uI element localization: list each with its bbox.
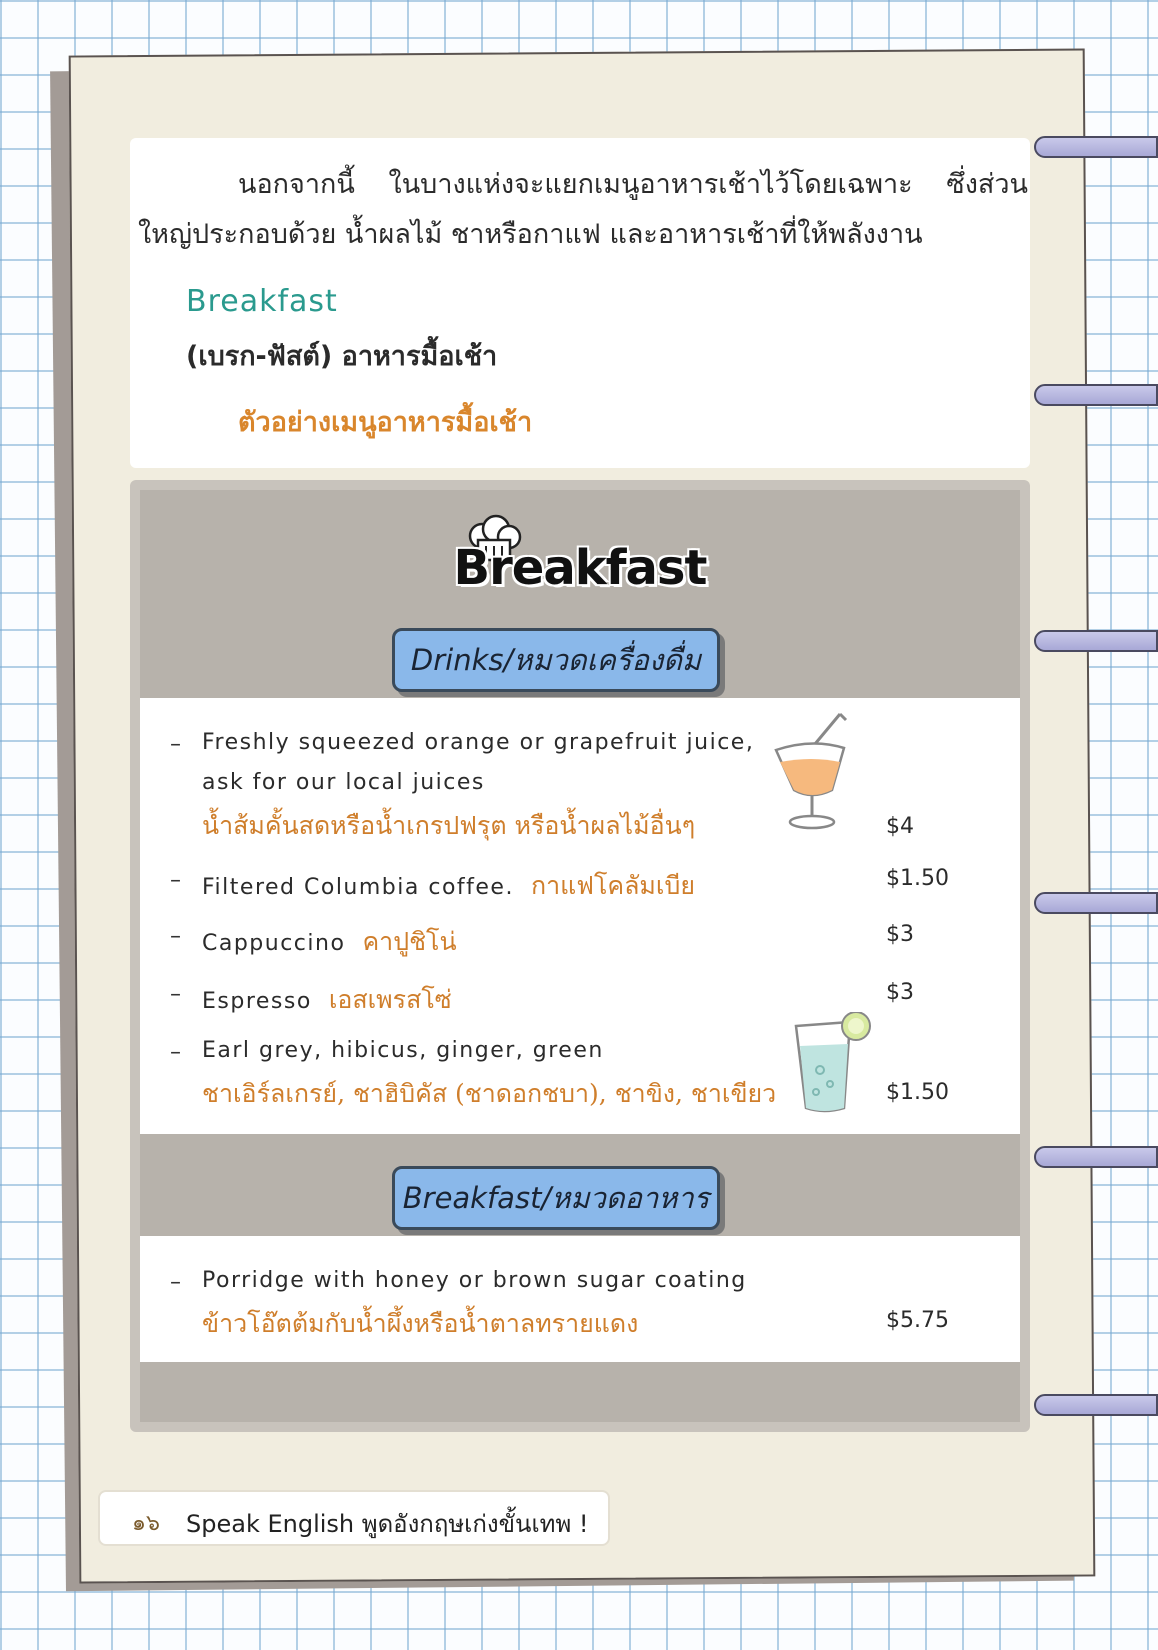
binder-ring [1034, 892, 1158, 914]
item-english-text: Espresso [202, 989, 312, 1014]
item-english: Freshly squeezed orange or grapefruit juice, [202, 730, 755, 755]
binder-ring [1034, 136, 1158, 158]
binder-ring [1034, 1394, 1158, 1416]
keyword-title: Breakfast [186, 284, 338, 319]
item-english: Earl grey, hibicus, ginger, green [202, 1038, 604, 1063]
item-english-text: Filtered Columbia coffee. [202, 875, 514, 900]
food-section-label: Breakfast/หมวดอาหาร [392, 1166, 720, 1230]
page-number: ๑๖ [132, 1511, 160, 1536]
item-thai: ชาเอิร์ลเกรย์, ชาฮิบิคัส (ชาดอกชบา), ชาขิง, ชาเขียว [202, 1079, 777, 1108]
item-english [202, 922, 457, 962]
item-price: $3 [886, 980, 914, 1005]
example-heading: ตัวอย่างเมนูอาหารมื้อเช้า [238, 407, 533, 438]
page-footer [98, 1490, 610, 1546]
breakfast-menu [130, 480, 1030, 1432]
keyword-pronunciation: (เบรก-ฟัสต์) อาหารมื้อเช้า [186, 341, 498, 372]
item-thai: เอสเพรสโซ่ [328, 985, 452, 1014]
binder-ring [1034, 630, 1158, 652]
item-english: ask for our local juices [202, 770, 485, 795]
item-english [202, 980, 452, 1020]
bullet: – [170, 924, 181, 949]
item-price: $4 [886, 814, 914, 839]
intro-paragraph: นอกจากนี้ ในบางแห่งจะแยกเมนูอาหารเช้าไว้โดยเฉพาะ ซึ่งส่วนใหญ่ประกอบด้วย น้ำผลไม้ ชาหรือกาแฟ และอาหารเช้าที่ให้พลังงาน [138, 169, 1028, 250]
bullet: – [170, 982, 181, 1007]
item-price: $3 [886, 922, 914, 947]
item-price: $5.75 [886, 1308, 949, 1333]
bullet: – [170, 868, 181, 893]
binder-ring [1034, 1146, 1158, 1168]
lemon-water-glass-icon [790, 1012, 876, 1116]
item-english: Porridge with honey or brown sugar coating [202, 1268, 747, 1293]
bullet: – [170, 1040, 181, 1065]
drinks-panel [140, 698, 1020, 1134]
menu-title: Breakfast [453, 540, 707, 596]
item-thai: ข้าวโอ๊ตต้มกับน้ำผึ้งหรือน้ำตาลทรายแดง [202, 1309, 639, 1338]
item-english [202, 866, 695, 906]
item-price: $1.50 [886, 866, 949, 891]
book-title: Speak English พูดอังกฤษเก่งขั้นเทพ ! [186, 1510, 589, 1538]
orange-juice-glass-icon [772, 710, 848, 832]
intro-box [130, 138, 1030, 468]
menu-inner [140, 490, 1020, 1422]
bullet: – [170, 732, 181, 757]
bullet: – [170, 1270, 181, 1295]
item-thai: คาปูชิโน่ [362, 927, 457, 956]
food-panel [140, 1236, 1020, 1362]
item-thai: กาแฟโคลัมเบีย [530, 871, 695, 900]
binder-ring [1034, 384, 1158, 406]
item-english-text: Cappuccino [202, 931, 346, 956]
item-price: $1.50 [886, 1080, 949, 1105]
item-thai: น้ำส้มคั้นสดหรือน้ำเกรปฟรุต หรือน้ำผลไม้อื่นๆ [202, 811, 696, 840]
drinks-section-label: Drinks/หมวดเครื่องดื่ม [392, 628, 720, 692]
